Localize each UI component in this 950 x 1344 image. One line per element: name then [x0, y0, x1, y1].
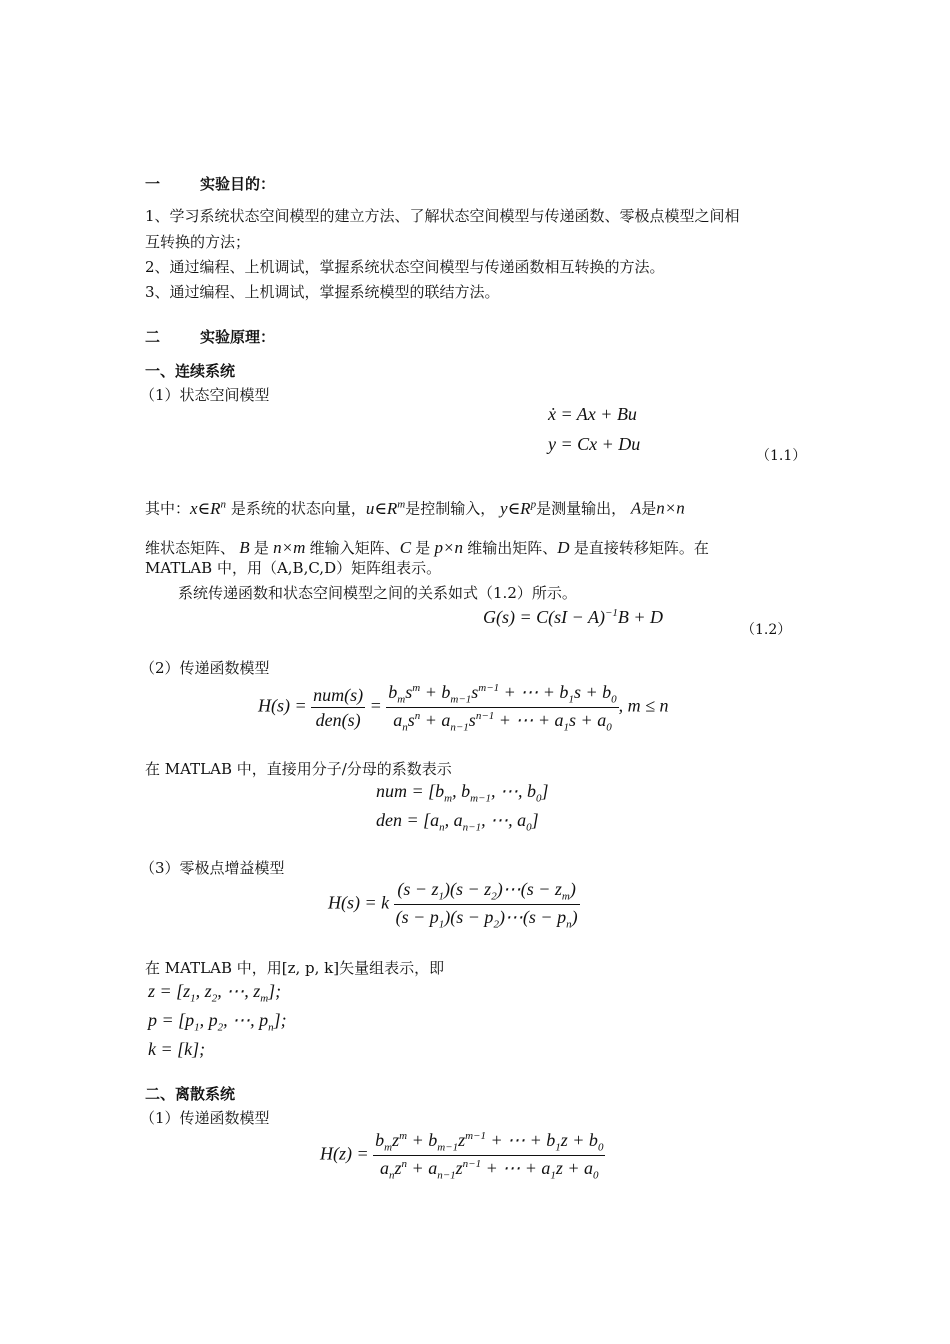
num-coefficients: num = [$b_m$, $b_{m-1}$, ⋯, $b_0$]: [376, 781, 549, 805]
state-space-label: （1）状态空间模型: [140, 386, 270, 404]
equation-1-1-line-1: ẋ = Ax + Bu: [548, 404, 637, 424]
transfer-function-description: 在 MATLAB 中，直接用分子/分母的系数表示: [145, 760, 452, 778]
gain-vector: k = [k];: [148, 1039, 206, 1059]
transfer-function-label: （2）传递函数模型: [140, 659, 270, 677]
section-number-1: 一: [145, 175, 161, 193]
description-line-1: 其中：$x\in R^n$ 是系统的状态向量，$u\in R^m$是控制输入， $y\in R^p$是测量输出， A是n×n: [145, 498, 685, 518]
math-y-in-Rp: $y\in R^p$: [500, 498, 537, 518]
poles-vector: $p = [p_1$, $p_2$, ⋯, $p_n$];: [148, 1010, 287, 1034]
equation-1-2-tag: （1.2）: [741, 622, 792, 638]
equation-1-1-line-2: y = Cx + Du: [548, 434, 641, 454]
math-u-in-Rm: $u\in R^m$: [365, 498, 406, 518]
zero-pole-gain-label: （3）零极点增益模型: [140, 859, 285, 877]
discrete-heading: 二、离散系统: [145, 1085, 236, 1103]
description-line-3: MATLAB 中，用（A,B,C,D）矩阵组表示。: [145, 559, 442, 577]
equation-1-2: G(s) = C(sI − A)$^{-1}$B + D: [483, 607, 664, 627]
zeros-vector: $z = [z_1$, $z_2$, ⋯, $z_m$];: [148, 981, 282, 1005]
purpose-line-2: 2、通过编程、上机调试，掌握系统状态空间模型与传递函数相互转换的方法。: [145, 258, 665, 276]
math-x-in-Rn: $x\in R^n$: [190, 498, 227, 518]
math-C: C: [399, 538, 416, 557]
math-n-by-n: n×n: [656, 498, 685, 518]
math-p-by-n: p×n: [430, 538, 468, 557]
purpose-line-1a: 1、学习系统状态空间模型的建立方法、了解状态空间模型与传递函数、零极点模型之间相: [145, 207, 740, 225]
continuous-heading: 一、连续系统: [145, 362, 236, 380]
description-line-4: 系统传递函数和状态空间模型之间的关系如式（1.2）所示。: [178, 584, 577, 602]
math-n-by-m: n×m: [268, 538, 310, 557]
discrete-transfer-function-label: （1）传递函数模型: [140, 1109, 270, 1127]
section-number-2: 二: [145, 328, 161, 346]
math-B: B: [235, 538, 254, 557]
math-D: D: [557, 538, 574, 557]
description-line-2: 维状态矩阵、 B 是 n×m 维输入矩阵、C 是 p×n 维输出矩阵、D 是直接转移矩阵。在: [145, 538, 709, 557]
math-A: A: [630, 498, 642, 518]
purpose-line-1b: 互转换的方法；: [145, 233, 251, 251]
transfer-function-equation: H(s) = $\frac{\text{num(s)}}{\text{den(s)}}$ = $\frac{b_ms^m + b_{m-1}s^{m-1} + \cdots + b_1s + b_0}{a_ns^n + a_{n-1}s^{n-1} + \cdots + a_1s + a_0}$ , m ≤ n: [258, 682, 669, 734]
zero-pole-gain-description: 在 MATLAB 中，用[z, p, k]矢量组表示，即: [145, 959, 445, 977]
discrete-transfer-function-equation: H(z) = $\frac{b_mz^m + b_{m-1}z^{m-1} + \cdots + b_1z + b_0}{a_nz^n + a_{n-1}z^{n-1} + \cdots + a_1z + a_0}$: [320, 1130, 604, 1182]
zero-pole-gain-equation: H(s) = k $\frac{(s - z_1)(s - z_2)\cdots(s - z_m)}{(s - p_1)(s - p_2)\cdots(s - p_n)}$: [328, 879, 578, 931]
equation-1-1-tag: （1.1）: [756, 448, 807, 464]
den-coefficients: den = [$a_n$, $a_{n-1}$, ⋯, $a_0$]: [376, 810, 539, 834]
section-title-purpose: 实验目的：: [200, 175, 276, 193]
section-title-principle: 实验原理：: [200, 328, 276, 346]
purpose-line-3: 3、通过编程、上机调试，掌握系统模型的联结方法。: [145, 283, 500, 301]
